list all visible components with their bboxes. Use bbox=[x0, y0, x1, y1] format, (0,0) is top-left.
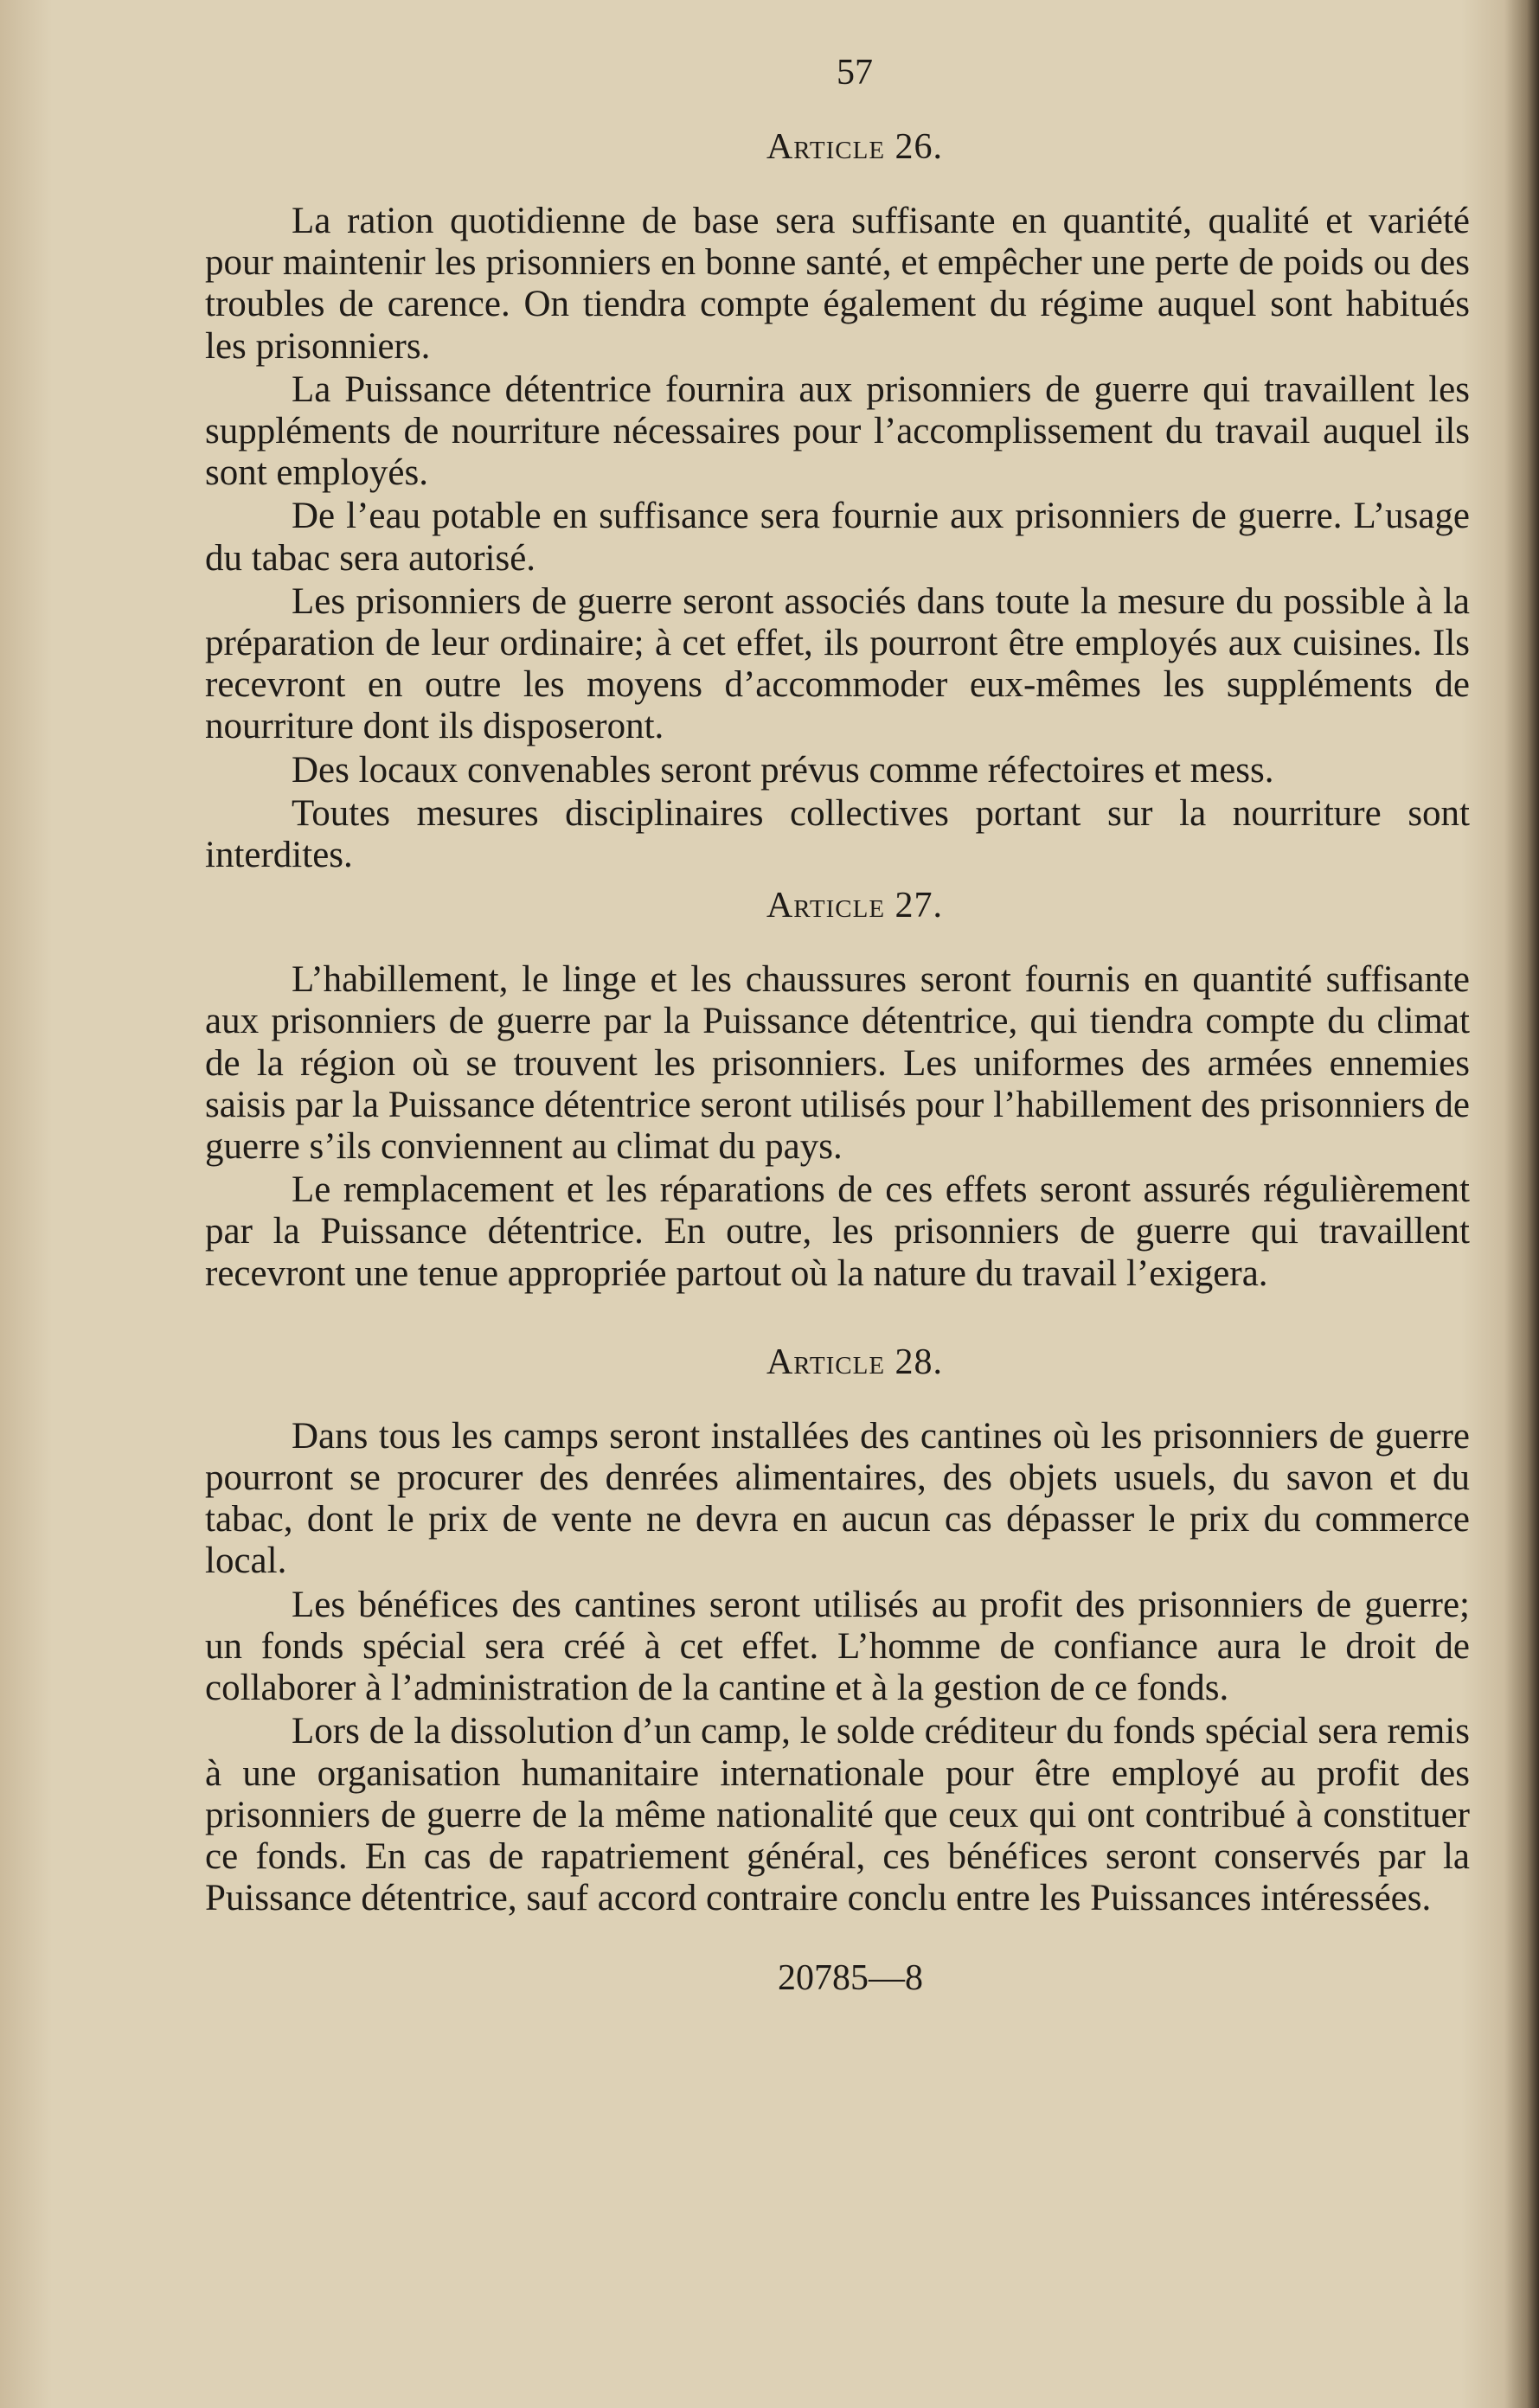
article-27 bbox=[205, 885, 1470, 1295]
paragraph: Dans tous les camps seront installées des cantines où les prisonniers de guerre pourront se procurer des denrées alimentaires, des objets usuels, du savon et du tabac, dont le prix de vente ne devra en aucun cas dépasser le prix du commerce local. bbox=[205, 1415, 1470, 1582]
paragraph: Le remplacement et les réparations de ces effets seront assurés régulièrement par la Puissance détentrice. En outre, les prisonniers de guerre qui travaillent recevront une tenue appropriée partout où la nature du travail l’exigera. bbox=[205, 1169, 1470, 1294]
article-heading: Article 26. bbox=[766, 127, 944, 167]
article-28 bbox=[205, 1342, 1470, 1919]
article-26 bbox=[205, 126, 1470, 876]
article-heading: Article 27. bbox=[766, 886, 944, 926]
text-column bbox=[205, 52, 1470, 1999]
printer-signature: 20785—8 bbox=[778, 1958, 923, 1999]
paragraph: Lors de la dissolution d’un camp, le solde créditeur du fonds spécial sera remis à une organisation humanitaire internationale pour être employé au profit des prisonniers de guerre de la même nationalité que ceux qui ont contribué à constituer ce fonds. En cas de rapatriement général, ces bénéfices seront conservés par la Puissance détentrice, sauf accord contraire conclu entre les Puissances intéressées. bbox=[205, 1711, 1470, 1919]
paragraph: De l’eau potable en suffisance sera fournie aux prisonniers de guerre. L’usage du tabac sera autorisé. bbox=[205, 496, 1470, 579]
paragraph: Des locaux convenables seront prévus comme réfectoires et mess. bbox=[292, 749, 1274, 791]
article-heading: Article 28. bbox=[766, 1342, 944, 1382]
paragraph: Les bénéfices des cantines seront utilisés au profit des prisonniers de guerre; un fonds spécial sera créé à cet effet. L’homme de confiance aura le droit de collaborer à l’administration de la cantine et à la gestion de ce fonds. bbox=[205, 1584, 1470, 1709]
paragraph: L’habillement, le linge et les chaussures seront fournis en quantité suffisante aux prisonniers de guerre par la Puissance détentrice, qui tiendra compte du climat de la région où se trouvent les prisonniers. Les uniformes des armées ennemies saisis par la Puissance détentrice seront utilisés pour l’habillement des prisonniers de guerre s’ils conviennent au climat du pays. bbox=[205, 959, 1470, 1168]
paragraph: Les prisonniers de guerre seront associés dans toute la mesure du possible à la préparation de leur ordinaire; à cet effet, ils pourront être employés aux cuisines. Ils recevront en outre les moyens d’accommoder eux-mêmes les suppléments de nourriture dont ils disposeront. bbox=[205, 580, 1470, 747]
paragraph: La ration quotidienne de base sera suffisante en quantité, qualité et variété pour maintenir les prisonniers en bonne santé, et empêcher une perte de poids ou des troubles de carence. On tiendra compte également du régime auquel sont habitués les prisonniers. bbox=[205, 201, 1470, 367]
page-number: 57 bbox=[837, 53, 873, 93]
paragraph: La Puissance détentrice fournira aux prisonniers de guerre qui travaillent les suppléments de nourriture nécessaires pour l’accomplissement du travail auquel ils sont employés. bbox=[205, 368, 1470, 494]
paragraph: Toutes mesures disciplinaires collectives portant sur la nourriture sont interdites. bbox=[205, 792, 1470, 876]
